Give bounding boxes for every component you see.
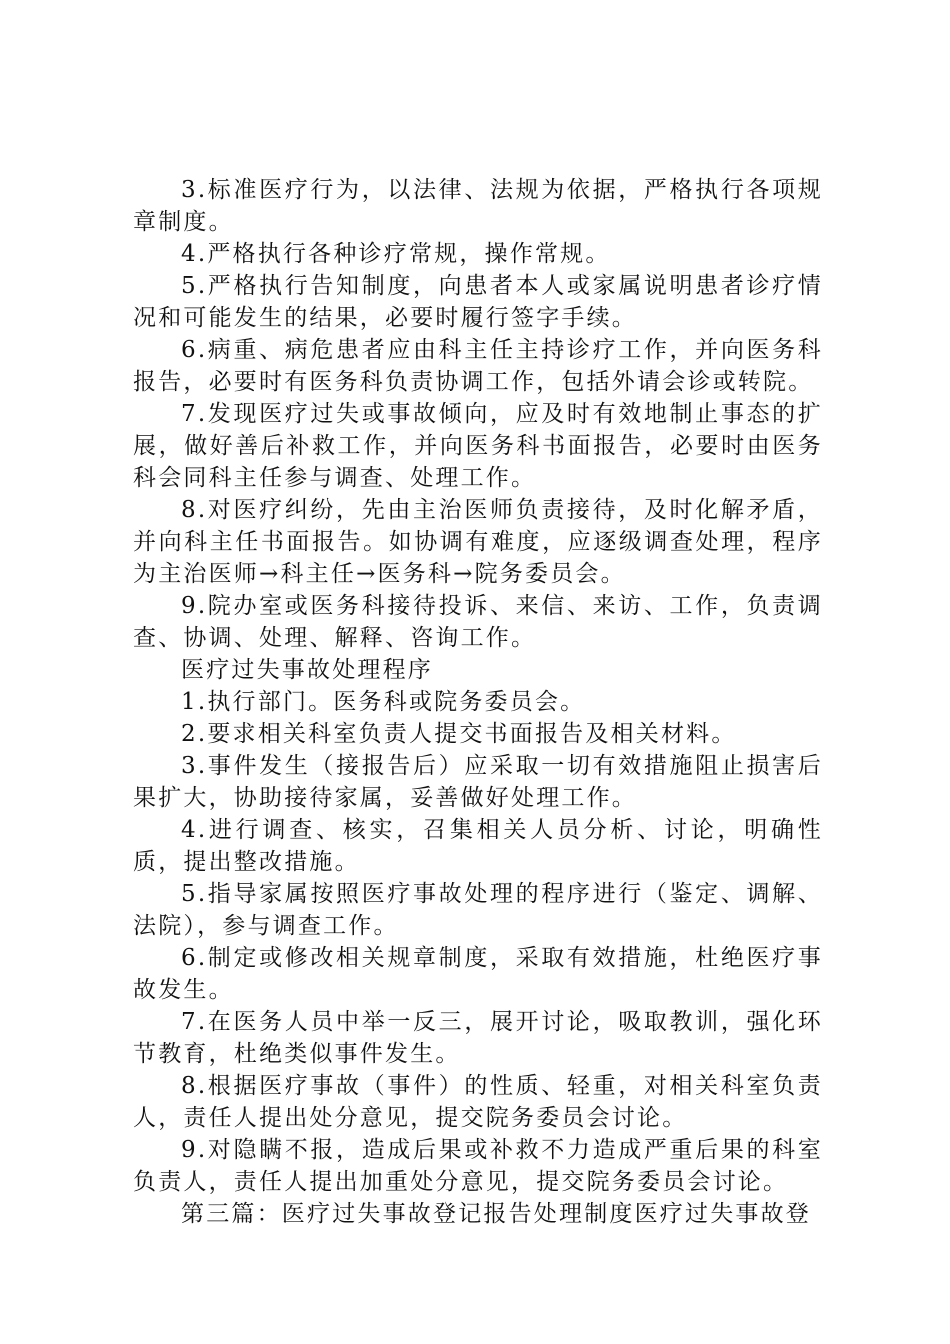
paragraph-item-5: 5.严格执行告知制度，向患者本人或家属说明患者诊疗情况和可能发生的结果，必要时履行签字手续。 xyxy=(133,273,823,331)
paragraph-item-6: 6.病重、病危患者应由科主任主持诊疗工作，并向医务科报告，必要时有医务科负责协调工作，包括外请会诊或转院。 xyxy=(133,337,823,395)
paragraph-item-4: 4.严格执行各种诊疗常规，操作常规。 xyxy=(181,241,611,267)
document-body xyxy=(133,174,823,1230)
procedure-item-7: 7.在医务人员中举一反三，展开讨论，吸取教训，强化环节教育，杜绝类似事件发生。 xyxy=(133,1009,823,1067)
paragraph-item-9: 9.院办室或医务科接待投诉、来信、来访、工作，负责调查、协调、处理、解释、咨询工作。 xyxy=(133,593,823,651)
procedure-item-1: 1.执行部门。医务科或院务委员会。 xyxy=(181,689,586,715)
procedure-item-8: 8.根据医疗事故（事件）的性质、轻重，对相关科室负责人，责任人提出处分意见，提交院务委员会讨论。 xyxy=(133,1073,823,1131)
procedure-item-2: 2.要求相关科室负责人提交书面报告及相关材料。 xyxy=(181,721,737,747)
procedure-item-4: 4.进行调查、核实，召集相关人员分析、讨论，明确性质，提出整改措施。 xyxy=(133,817,823,875)
section-heading-procedure: 医疗过失事故处理程序 xyxy=(181,657,433,683)
procedure-item-3: 3.事件发生（接报告后）应采取一切有效措施阻止损害后果扩大，协助接待家属，妥善做好处理工作。 xyxy=(133,753,823,811)
paragraph-item-3: 3.标准医疗行为，以法律、法规为依据，严格执行各项规章制度。 xyxy=(133,177,823,235)
procedure-item-6: 6.制定或修改相关规章制度，采取有效措施，杜绝医疗事故发生。 xyxy=(133,945,823,1003)
procedure-item-9: 9.对隐瞒不报，造成后果或补救不力造成严重后果的科室负责人，责任人提出加重处分意见，提交院务委员会讨论。 xyxy=(133,1137,823,1195)
procedure-item-5: 5.指导家属按照医疗事故处理的程序进行（鉴定、调解、法院），参与调查工作。 xyxy=(133,881,823,939)
paragraph-item-7: 7.发现医疗过失或事故倾向，应及时有效地制止事态的扩展，做好善后补救工作，并向医务科书面报告，必要时由医务科会同科主任参与调查、处理工作。 xyxy=(133,401,823,491)
chapter-three-heading: 第三篇：医疗过失事故登记报告处理制度医疗过失事故登 xyxy=(181,1201,811,1227)
paragraph-item-8: 8.对医疗纠纷，先由主治医师负责接待，及时化解矛盾，并向科主任书面报告。如协调有难度，应逐级调查处理，程序为主治医师→科主任→医务科→院务委员会。 xyxy=(133,497,823,587)
